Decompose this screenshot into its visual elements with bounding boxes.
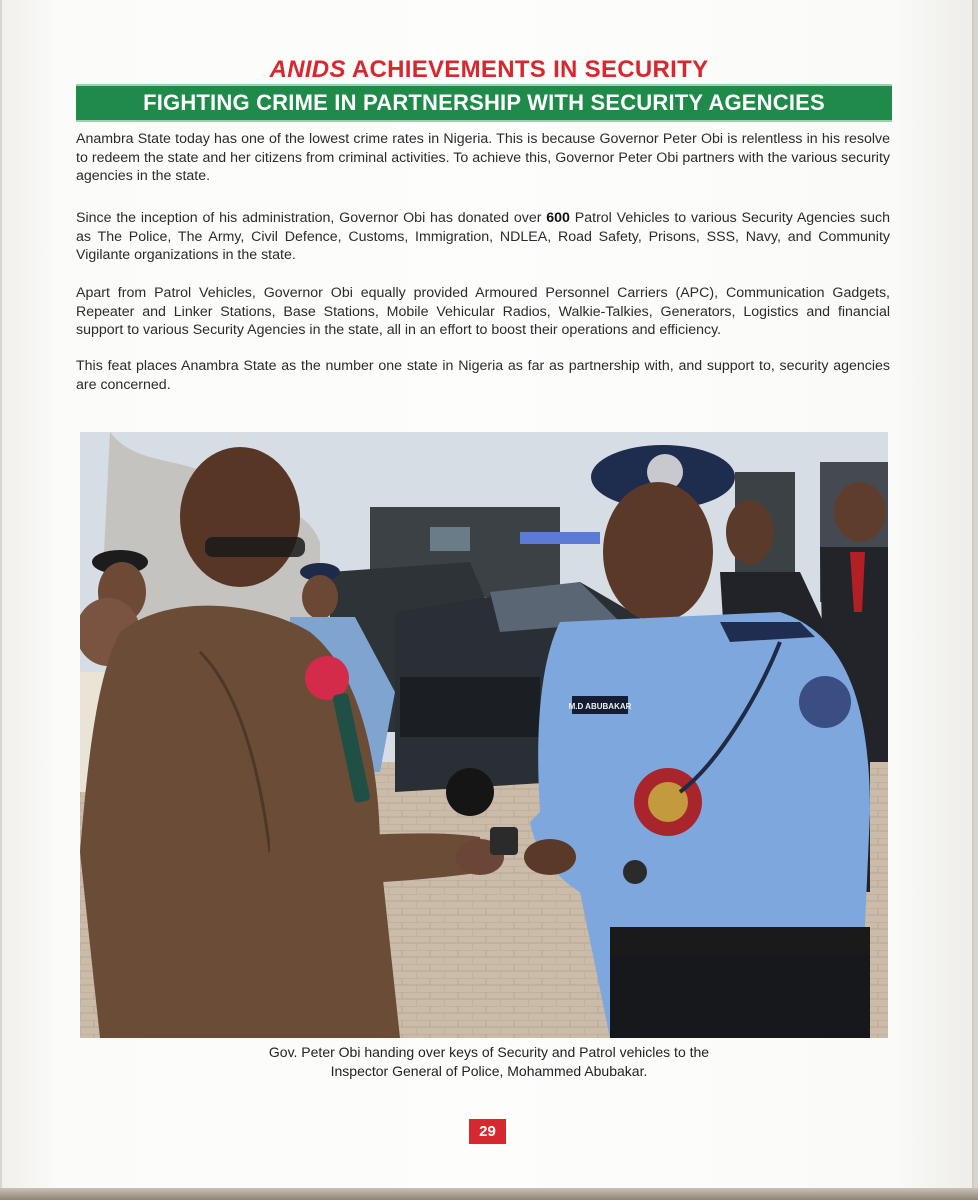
man-right-face bbox=[834, 482, 886, 542]
igp-watch bbox=[623, 860, 647, 884]
vehicle-grille bbox=[400, 677, 540, 737]
siren-bar bbox=[520, 532, 600, 544]
photo-illustration bbox=[80, 432, 888, 1038]
vehicle-keys bbox=[490, 827, 518, 855]
title-rest: ACHIEVEMENTS IN SECURITY bbox=[345, 56, 709, 83]
p2-text-after: Patrol Vehicles to various Security Agencies such as The Police, The Army, Civil Defence, Customs, Immigration, NDLEA, Road Safety, Prisons, SSS, Navy, and Community Vigilante organizations in the state. bbox=[76, 210, 890, 263]
wheel bbox=[446, 768, 494, 816]
carrier-window bbox=[430, 527, 470, 551]
paragraph-equipment: Apart from Patrol Vehicles, Governor Obi equally provided Armoured Personnel Carriers (APC), Communication Gadgets, Repeater and Linker Stations, Base Stations, Mobile Vehicular Radios, Walkie-Talkies, Generators, Logistics and financial support to various Security Agencies in the state, all in an effort to boost their operations and efficiency. bbox=[76, 285, 890, 338]
page-title bbox=[0, 56, 978, 84]
igp-belt bbox=[610, 927, 870, 955]
paragraph-ranking: This feat places Anambra State as the number one state in Nigeria as far as partnership with, and support to, security agencies are concerned. bbox=[76, 358, 890, 393]
section-banner: FIGHTING CRIME IN PARTNERSHIP WITH SECURITY AGENCIES bbox=[76, 84, 892, 122]
title-prefix: ANIDS bbox=[269, 56, 346, 83]
governor-glasses bbox=[205, 537, 305, 557]
police-face-bg bbox=[302, 575, 338, 619]
man-middle-face bbox=[726, 500, 774, 564]
igp-name-tag-text: M.D ABUBAKAR bbox=[568, 702, 632, 711]
microphone-head bbox=[305, 656, 349, 700]
igp-face bbox=[603, 482, 713, 622]
handover-photo bbox=[80, 432, 888, 1038]
caption-line-1: Gov. Peter Obi handing over keys of Security and Patrol vehicles to the bbox=[268, 1044, 710, 1060]
governor-head bbox=[180, 447, 300, 587]
p2-vehicle-count: 600 bbox=[546, 210, 570, 226]
page-edge-shadow bbox=[0, 1188, 978, 1200]
igp-trousers bbox=[610, 955, 870, 1038]
page-number: 29 bbox=[469, 1119, 506, 1144]
paragraph-patrol-vehicles bbox=[76, 209, 890, 265]
caption-line-2: Inspector General of Police, Mohammed Abubakar. bbox=[330, 1063, 648, 1079]
igp-shoulder-badge bbox=[799, 676, 851, 728]
igp-hand bbox=[524, 839, 576, 875]
paragraph-crime-rate: Anambra State today has one of the lowest crime rates in Nigeria. This is because Governor Peter Obi is relentless in his resolve to redeem the state and her citizens from criminal activities. To achieve this, Governor Peter Obi partners with the various security agencies in the state. bbox=[76, 131, 890, 184]
photo-caption bbox=[0, 1043, 978, 1081]
p2-text-before: Since the inception of his administration, Governor Obi has donated over bbox=[76, 210, 547, 226]
